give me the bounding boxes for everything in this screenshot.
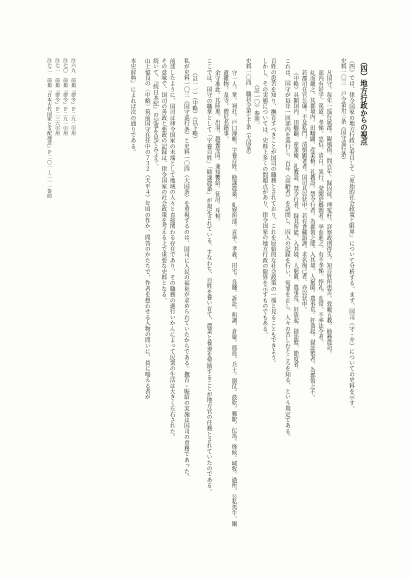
paragraph: 本史辞典』によれば次の通りである。 [129, 58, 136, 155]
footnote [68, 58, 76, 328]
source-quote: 部内有好学。篤道。孝悌。忠信。清白。異行。発聞於郷閭者。挙而進之。有不孝悌。悖礼。乱常。不率法令者。 [317, 70, 324, 345]
paragraph: これは、国守が毎年一回部内を巡行し、百年（高齢者）を訪問し、囚人の記録を行い、冤罪を正し、人々の苦しむところを知る、という規定である。 [283, 58, 290, 440]
source-quote: 糺而縄之。其郡境内。田疇闢。産業脩。礼教設。禁令行者。為郡領之能。入其境。人窮匱。農事荒。奸盗起。獄訟繁者。為郡領之不。 [308, 70, 315, 400]
note-reference: （註一〇）参照。 [253, 82, 260, 128]
paragraph: 続いて、『続日本紀』の記事を見てみよう。 [152, 58, 159, 170]
section-heading: （四）地方行政からの視点 [360, 58, 369, 146]
footnote-text: 前掲『律令』Ｐ二九一引用 [62, 77, 67, 136]
paragraph: 私が史料一〇三（国守巡行条）と史料一〇四（大国条）を重視するのは、国司に人民の福祉が求められていたからである。撫育・賑給の実施は国司の責務であった。 [182, 58, 189, 480]
footnote-mark: 注七一 [54, 58, 59, 73]
source-quote: 守一人。掌。祠社。戸口簿帳。字養百姓。勧課農桑。糺察所部。貢挙。孝義。田宅。良賤。訴訟。租調。倉廩。徭役。兵士。器仗。鼓吹。郵駅。伝馬。烽候。城牧。過所。公私馬牛。闌遺雑物。及寺。僧尼名籍事。 [222, 70, 237, 527]
paragraph: 前述したように、国司は律令国家の末端として地域の人々と直接関わる存在であり、その職務の遂行いかんによって民衆の生活は大きく左右された。 [168, 58, 175, 440]
footnote-mark: 注六九 [70, 58, 75, 73]
footnote [44, 58, 52, 328]
footnote-mark: 注七〇 [62, 58, 67, 73]
source-title: 史料一〇四 職員令第七十条（大国条） [244, 58, 251, 157]
paragraph: （四）では、律令国家の地方行政に着目して「原始的社会政策と限界」について分析する。まず、国司（守・介）についての史料を示す。 [348, 58, 354, 412]
footnotes [44, 58, 76, 328]
paragraph: ここでは、国守の職掌として「字養百姓」「勧課農桑」が規定されている。すなわち、百姓を養い育て、農業と養蚕を奨励することが地方官の任務とされていたのである。 [205, 58, 212, 495]
paragraph: しかし、その実態については、史料上多くの問題点があり、律令国家の地方行政の限界を示すものでもある。 [261, 58, 268, 338]
footnote-text: 前掲『律令』Ｐ二三六引用 [54, 77, 59, 136]
source-quote: 凡国守。毎年一巡行属郡。観風俗。問百年。録囚徒。理冤枉。詳察政刑得失。知百姓所患苦。敦喩五教。勧務農功。 [325, 70, 332, 356]
note-reference: （註一一）（中略）（以下略） [191, 70, 198, 142]
paragraph: その意味で、国司の善政と悪政の記録は、律令国家の社会政策を考える上で重要な史料となる。 [160, 58, 167, 304]
footnote-text: 前掲『日本古代国家と支配理念』Ｐ二〇一〜二一一参照 [46, 77, 51, 198]
main-text-block [70, 58, 370, 528]
source-quote: 若郡司在官公廉。不及私門。清慎顕著者。国司具以状申。若有貪穢諂諛。求名徇己者。亦以状申。 [300, 70, 307, 312]
source-title: 史料一〇三 戸令第卅三条（国守巡行条） [339, 58, 346, 163]
footnote [60, 58, 68, 328]
footnote [52, 58, 60, 328]
source-quote: （中略）具顕国内、田疇闢、産業脩、礼教設、禁令行者、録其所能、入其境、人窮匱、農事荒、奸盗起、獄訟繁、節度者、 [292, 70, 299, 373]
source-quote: 余守准此。其陸奥。出羽。越後等国。兼知饗給。征討。斥候。 [213, 70, 220, 224]
footnote-mark: 注七二 [46, 58, 51, 73]
paragraph: 百姓の患苦を知り、撫育すべきことが国司の職務とされており、これを原始的な社会政策の一端と見ることもできよう。 [269, 58, 276, 366]
footnote-text: 前掲『律令』Ｐ二九二引用 [70, 77, 75, 136]
paragraph: 山上憶良の〈中略〉筑前国守在任中の７３２（天平４）年頃の作か。問答のかたちで、作者を想わせる人物の問いに、貧に喘える者が [143, 58, 150, 400]
